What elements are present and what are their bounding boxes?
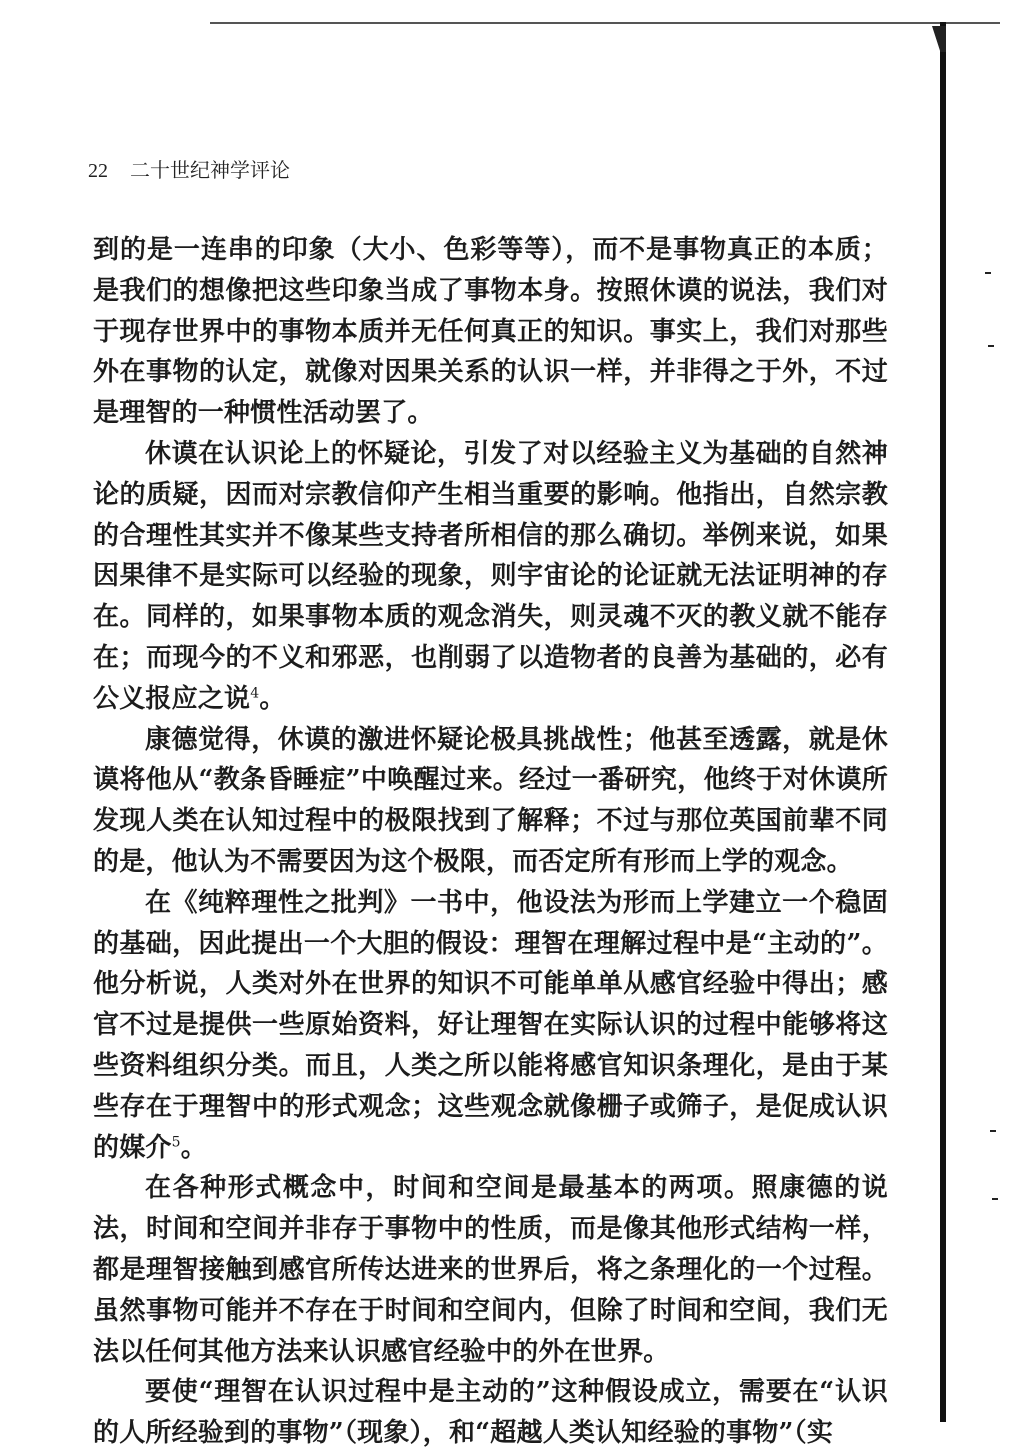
paragraph-text: 到的是一连串的印象（大小、色彩等等），而不是事物真正的本质；是我们的想像把这些印象当成了事物本身。按照休谟的说法，我们对于现存世界中的事物本质并无任何真正的知识。事实上，我们对那些外在事物的认定，就像对因果关系的认识一样，并非得之于外，不过是理智的一种惯性活动罢了。: [93, 235, 888, 429]
paragraph-tail: 。: [180, 1132, 207, 1163]
page-number: 22: [88, 160, 108, 182]
scan-speck: [988, 345, 994, 347]
paragraph-tail: 。: [259, 683, 286, 714]
body-text: [93, 230, 888, 1454]
paragraph: [93, 230, 888, 434]
paragraph: [93, 1168, 888, 1372]
scan-top-edge-line: [210, 22, 1000, 24]
running-header: [88, 154, 290, 183]
paragraph: [93, 434, 888, 720]
scan-speck: [992, 1198, 998, 1200]
paragraph-text: 休谟在认识论上的怀疑论，引发了对以经验主义为基础的自然神论的质疑，因而对宗教信仰产生相当重要的影响。他指出，自然宗教的合理性其实并不像某些支持者所相信的那么确切。举例来说，如果因果律不是实际可以经验的现象，则宇宙论的论证就无法证明神的存在。同样的，如果事物本质的观念消失，则灵魂不灭的教义就不能存在；而现今的不义和邪恶，也削弱了以造物者的良善为基础的，必有公义报应之说: [93, 438, 888, 714]
paragraph-text: 在《纯粹理性之批判》一书中，他设法为形而上学建立一个稳固的基础，因此提出一个大胆的假设：理智在理解过程中是“主动的”。他分析说，人类对外在世界的知识不可能单单从感官经验中得出；感官不过是提供一些原始资料，好让理智在实际认识的过程中能够将这些资料组织分类。而且，人类之所以能将感官知识条理化，是由于某些存在于理智中的形式观念；这些观念就像栅子或筛子，是促成认识的媒介: [93, 887, 888, 1163]
book-title: 二十世纪神学评论: [130, 158, 290, 182]
paragraph: [93, 883, 888, 1169]
footnote-marker: 5: [171, 1133, 181, 1150]
scan-speck: [990, 1130, 996, 1132]
scan-speck: [985, 272, 991, 274]
book-spine-shadow: [940, 22, 946, 1422]
book-spine-notch: [932, 26, 946, 52]
footnote-marker: 4: [250, 685, 260, 702]
paragraph: [93, 1372, 888, 1454]
paragraph-text: 要使“理智在认识过程中是主动的”这种假设成立，需要在“认识的人所经验到的事物”（现象），和“超越人类认知经验的事物”（实: [93, 1377, 888, 1449]
paragraph-text: 在各种形式概念中，时间和空间是最基本的两项。照康德的说法，时间和空间并非存于事物中的性质，而是像其他形式结构一样，都是理智接触到感官所传达进来的世界后，将之条理化的一个过程。虽然事物可能并不存在于时间和空间内，但除了时间和空间，我们无法以任何其他方法来认识感官经验中的外在世界。: [93, 1173, 888, 1367]
paragraph: [93, 720, 888, 883]
paragraph-text: 康德觉得，休谟的激进怀疑论极具挑战性；他甚至透露，就是休谟将他从“教条昏睡症”中唤醒过来。经过一番研究，他终于对休谟所发现人类在认知过程中的极限找到了解释；不过与那位英国前辈不同的是，他认为不需要因为这个极限，而否定所有形而上学的观念。: [93, 724, 888, 877]
